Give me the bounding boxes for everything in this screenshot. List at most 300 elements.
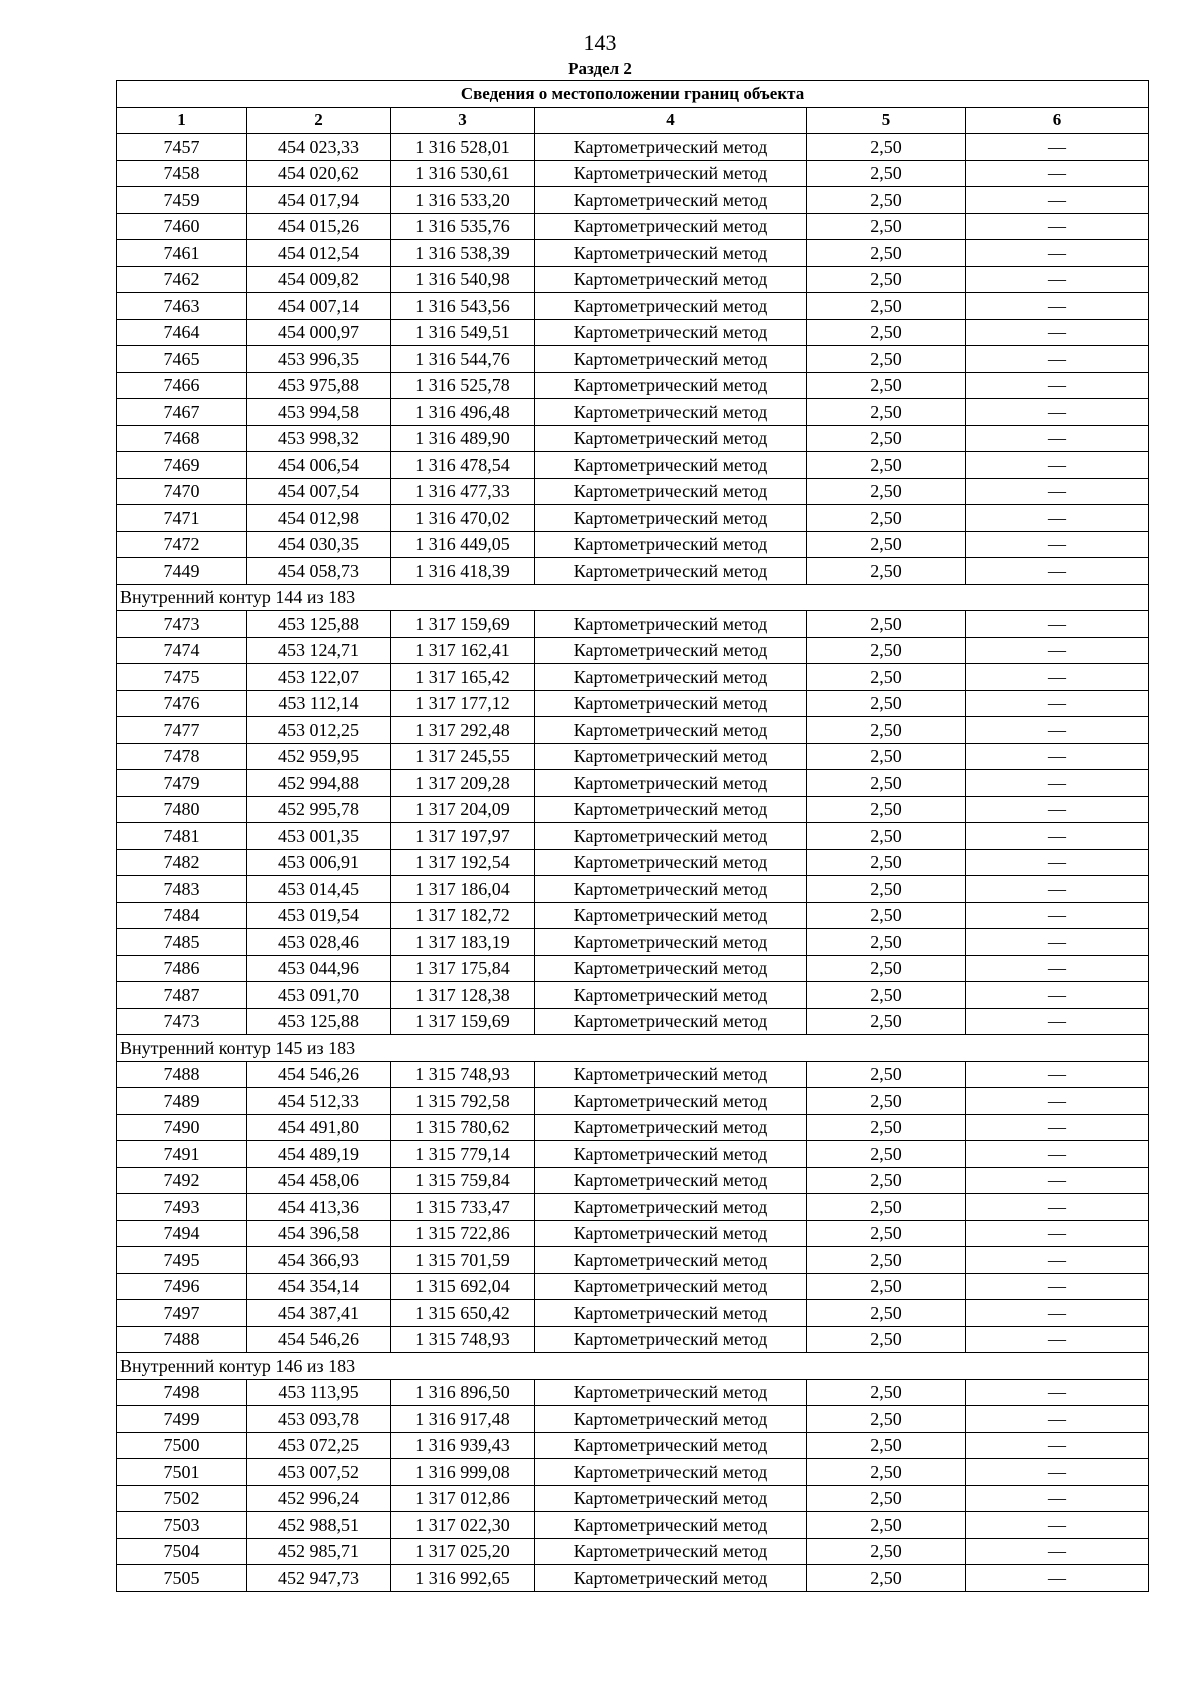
point-number-cell: 7473 [117,611,247,638]
table-row [117,1485,1149,1512]
table-header [117,81,1149,134]
method-cell: Картометрический метод [535,1061,807,1088]
method-cell: Картометрический метод [535,823,807,850]
description-cell: — [966,823,1149,850]
accuracy-cell: 2,50 [807,1061,966,1088]
method-cell: Картометрический метод [535,1008,807,1035]
method-cell: Картометрический метод [535,743,807,770]
y-coordinate-cell: 1 315 692,04 [391,1273,535,1300]
description-cell: — [966,346,1149,373]
accuracy-cell: 2,50 [807,955,966,982]
table-row [117,1008,1149,1035]
table-row [117,478,1149,505]
point-number-cell: 7463 [117,293,247,320]
y-coordinate-cell: 1 316 418,39 [391,558,535,585]
method-cell: Картометрический метод [535,1406,807,1433]
contour-row [117,1353,1149,1380]
table-row [117,1141,1149,1168]
method-cell: Картометрический метод [535,425,807,452]
y-coordinate-cell: 1 316 939,43 [391,1432,535,1459]
column-number-row [117,107,1149,134]
table-row [117,505,1149,532]
x-coordinate-cell: 454 396,58 [247,1220,391,1247]
x-coordinate-cell: 452 985,71 [247,1538,391,1565]
accuracy-cell: 2,50 [807,664,966,691]
description-cell: — [966,1326,1149,1353]
accuracy-cell: 2,50 [807,823,966,850]
description-cell: — [966,1061,1149,1088]
accuracy-cell: 2,50 [807,1538,966,1565]
method-cell: Картометрический метод [535,929,807,956]
table-row [117,1114,1149,1141]
accuracy-cell: 2,50 [807,558,966,585]
description-cell: — [966,1194,1149,1221]
table-row [117,1220,1149,1247]
y-coordinate-cell: 1 317 012,86 [391,1485,535,1512]
x-coordinate-cell: 454 512,33 [247,1088,391,1115]
y-coordinate-cell: 1 316 535,76 [391,213,535,240]
y-coordinate-cell: 1 317 197,97 [391,823,535,850]
table-row [117,876,1149,903]
accuracy-cell: 2,50 [807,1459,966,1486]
x-coordinate-cell: 453 072,25 [247,1432,391,1459]
x-coordinate-cell: 454 017,94 [247,187,391,214]
point-number-cell: 7487 [117,982,247,1009]
accuracy-cell: 2,50 [807,213,966,240]
description-cell: — [966,452,1149,479]
table-row [117,929,1149,956]
x-coordinate-cell: 454 015,26 [247,213,391,240]
description-cell: — [966,160,1149,187]
x-coordinate-cell: 454 020,62 [247,160,391,187]
table-row [117,399,1149,426]
point-number-cell: 7476 [117,690,247,717]
description-cell: — [966,1114,1149,1141]
accuracy-cell: 2,50 [807,690,966,717]
accuracy-cell: 2,50 [807,796,966,823]
y-coordinate-cell: 1 317 177,12 [391,690,535,717]
table-row [117,1088,1149,1115]
x-coordinate-cell: 454 012,54 [247,240,391,267]
accuracy-cell: 2,50 [807,425,966,452]
table-row [117,770,1149,797]
y-coordinate-cell: 1 316 533,20 [391,187,535,214]
contour-row [117,1035,1149,1062]
point-number-cell: 7495 [117,1247,247,1274]
table-row [117,717,1149,744]
y-coordinate-cell: 1 315 733,47 [391,1194,535,1221]
accuracy-cell: 2,50 [807,1114,966,1141]
table-row [117,1512,1149,1539]
description-cell: — [966,213,1149,240]
description-cell: — [966,902,1149,929]
page-number: 143 [583,30,617,55]
y-coordinate-cell: 1 316 896,50 [391,1379,535,1406]
table-row [117,1194,1149,1221]
table-row [117,293,1149,320]
point-number-cell: 7462 [117,266,247,293]
table-row [117,134,1149,161]
y-coordinate-cell: 1 317 183,19 [391,929,535,956]
description-cell: — [966,1538,1149,1565]
description-cell: — [966,929,1149,956]
table-row [117,849,1149,876]
point-number-cell: 7473 [117,1008,247,1035]
description-cell: — [966,425,1149,452]
x-coordinate-cell: 454 413,36 [247,1194,391,1221]
x-coordinate-cell: 453 122,07 [247,664,391,691]
description-cell: — [966,717,1149,744]
method-cell: Картометрический метод [535,770,807,797]
description-cell: — [966,1432,1149,1459]
method-cell: Картометрический метод [535,1088,807,1115]
y-coordinate-cell: 1 316 917,48 [391,1406,535,1433]
method-cell: Картометрический метод [535,1114,807,1141]
x-coordinate-cell: 454 012,98 [247,505,391,532]
point-number-cell: 7500 [117,1432,247,1459]
x-coordinate-cell: 453 012,25 [247,717,391,744]
boundary-coordinates-table [116,80,1149,1592]
accuracy-cell: 2,50 [807,505,966,532]
accuracy-cell: 2,50 [807,266,966,293]
y-coordinate-cell: 1 316 530,61 [391,160,535,187]
x-coordinate-cell: 453 996,35 [247,346,391,373]
point-number-cell: 7457 [117,134,247,161]
method-cell: Картометрический метод [535,1194,807,1221]
table-row [117,823,1149,850]
table-row [117,1565,1149,1592]
y-coordinate-cell: 1 317 022,30 [391,1512,535,1539]
y-coordinate-cell: 1 317 162,41 [391,637,535,664]
x-coordinate-cell: 453 113,95 [247,1379,391,1406]
x-coordinate-cell: 454 354,14 [247,1273,391,1300]
description-cell: — [966,876,1149,903]
x-coordinate-cell: 453 001,35 [247,823,391,850]
point-number-cell: 7482 [117,849,247,876]
column-header: 5 [807,107,966,134]
accuracy-cell: 2,50 [807,1379,966,1406]
table-row [117,796,1149,823]
description-cell: — [966,1512,1149,1539]
point-number-cell: 7478 [117,743,247,770]
x-coordinate-cell: 453 014,45 [247,876,391,903]
accuracy-cell: 2,50 [807,1141,966,1168]
table-row [117,743,1149,770]
x-coordinate-cell: 454 546,26 [247,1326,391,1353]
x-coordinate-cell: 454 058,73 [247,558,391,585]
method-cell: Картометрический метод [535,1432,807,1459]
table-row [117,1538,1149,1565]
y-coordinate-cell: 1 317 175,84 [391,955,535,982]
accuracy-cell: 2,50 [807,1485,966,1512]
description-cell: — [966,796,1149,823]
accuracy-cell: 2,50 [807,293,966,320]
x-coordinate-cell: 454 007,54 [247,478,391,505]
point-number-cell: 7464 [117,319,247,346]
table-row [117,982,1149,1009]
x-coordinate-cell: 454 030,35 [247,531,391,558]
table-row [117,1406,1149,1433]
description-cell: — [966,372,1149,399]
method-cell: Картометрический метод [535,134,807,161]
method-cell: Картометрический метод [535,558,807,585]
x-coordinate-cell: 453 006,91 [247,849,391,876]
accuracy-cell: 2,50 [807,982,966,1009]
point-number-cell: 7471 [117,505,247,532]
method-cell: Картометрический метод [535,1167,807,1194]
method-cell: Картометрический метод [535,1273,807,1300]
y-coordinate-cell: 1 317 159,69 [391,1008,535,1035]
table-row [117,611,1149,638]
accuracy-cell: 2,50 [807,1432,966,1459]
point-number-cell: 7465 [117,346,247,373]
x-coordinate-cell: 453 007,52 [247,1459,391,1486]
description-cell: — [966,637,1149,664]
y-coordinate-cell: 1 315 759,84 [391,1167,535,1194]
point-number-cell: 7467 [117,399,247,426]
point-number-cell: 7466 [117,372,247,399]
description-cell: — [966,849,1149,876]
table-row [117,160,1149,187]
accuracy-cell: 2,50 [807,611,966,638]
point-number-cell: 7481 [117,823,247,850]
accuracy-cell: 2,50 [807,902,966,929]
table-row [117,558,1149,585]
table-row [117,372,1149,399]
y-coordinate-cell: 1 316 543,56 [391,293,535,320]
accuracy-cell: 2,50 [807,160,966,187]
method-cell: Картометрический метод [535,187,807,214]
accuracy-cell: 2,50 [807,346,966,373]
description-cell: — [966,1167,1149,1194]
x-coordinate-cell: 453 975,88 [247,372,391,399]
method-cell: Картометрический метод [535,505,807,532]
y-coordinate-cell: 1 316 538,39 [391,240,535,267]
description-cell: — [966,1406,1149,1433]
method-cell: Картометрический метод [535,266,807,293]
description-cell: — [966,770,1149,797]
y-coordinate-cell: 1 315 748,93 [391,1326,535,1353]
accuracy-cell: 2,50 [807,1565,966,1592]
accuracy-cell: 2,50 [807,717,966,744]
table-row [117,1379,1149,1406]
x-coordinate-cell: 454 006,54 [247,452,391,479]
table-row [117,266,1149,293]
contour-row [117,584,1149,611]
point-number-cell: 7491 [117,1141,247,1168]
method-cell: Картометрический метод [535,955,807,982]
y-coordinate-cell: 1 315 650,42 [391,1300,535,1327]
method-cell: Картометрический метод [535,293,807,320]
column-header: 6 [966,107,1149,134]
point-number-cell: 7499 [117,1406,247,1433]
x-coordinate-cell: 454 387,41 [247,1300,391,1327]
point-number-cell: 7475 [117,664,247,691]
point-number-cell: 7497 [117,1300,247,1327]
table-row [117,1167,1149,1194]
table-caption: Сведения о местоположении границ объекта [117,81,1149,108]
method-cell: Картометрический метод [535,1512,807,1539]
y-coordinate-cell: 1 316 489,90 [391,425,535,452]
table-row [117,664,1149,691]
accuracy-cell: 2,50 [807,1088,966,1115]
y-coordinate-cell: 1 316 999,08 [391,1459,535,1486]
table-row [117,1432,1149,1459]
x-coordinate-cell: 454 491,80 [247,1114,391,1141]
description-cell: — [966,505,1149,532]
method-cell: Картометрический метод [535,319,807,346]
table-row [117,955,1149,982]
point-number-cell: 7461 [117,240,247,267]
method-cell: Картометрический метод [535,637,807,664]
accuracy-cell: 2,50 [807,1220,966,1247]
description-cell: — [966,319,1149,346]
column-header: 4 [535,107,807,134]
method-cell: Картометрический метод [535,452,807,479]
table-caption-row [117,81,1149,108]
x-coordinate-cell: 453 994,58 [247,399,391,426]
method-cell: Картометрический метод [535,1247,807,1274]
point-number-cell: 7485 [117,929,247,956]
y-coordinate-cell: 1 316 528,01 [391,134,535,161]
accuracy-cell: 2,50 [807,187,966,214]
x-coordinate-cell: 454 000,97 [247,319,391,346]
point-number-cell: 7468 [117,425,247,452]
y-coordinate-cell: 1 316 992,65 [391,1565,535,1592]
y-coordinate-cell: 1 316 525,78 [391,372,535,399]
table-row [117,1061,1149,1088]
point-number-cell: 7449 [117,558,247,585]
column-header: 2 [247,107,391,134]
x-coordinate-cell: 454 546,26 [247,1061,391,1088]
table-row [117,1247,1149,1274]
description-cell: — [966,1088,1149,1115]
point-number-cell: 7480 [117,796,247,823]
point-number-cell: 7458 [117,160,247,187]
method-cell: Картометрический метод [535,902,807,929]
description-cell: — [966,187,1149,214]
method-cell: Картометрический метод [535,399,807,426]
x-coordinate-cell: 454 007,14 [247,293,391,320]
description-cell: — [966,1247,1149,1274]
point-number-cell: 7460 [117,213,247,240]
method-cell: Картометрический метод [535,1538,807,1565]
table-row [117,531,1149,558]
x-coordinate-cell: 453 093,78 [247,1406,391,1433]
point-number-cell: 7504 [117,1538,247,1565]
description-cell: — [966,1220,1149,1247]
table-row [117,213,1149,240]
table-row [117,902,1149,929]
x-coordinate-cell: 452 988,51 [247,1512,391,1539]
point-number-cell: 7474 [117,637,247,664]
accuracy-cell: 2,50 [807,1194,966,1221]
description-cell: — [966,611,1149,638]
point-number-cell: 7494 [117,1220,247,1247]
description-cell: — [966,1485,1149,1512]
point-number-cell: 7488 [117,1326,247,1353]
method-cell: Картометрический метод [535,213,807,240]
description-cell: — [966,399,1149,426]
y-coordinate-cell: 1 317 204,09 [391,796,535,823]
description-cell: — [966,558,1149,585]
table-body [117,134,1149,1592]
x-coordinate-cell: 452 959,95 [247,743,391,770]
method-cell: Картометрический метод [535,1565,807,1592]
x-coordinate-cell: 454 366,93 [247,1247,391,1274]
description-cell: — [966,293,1149,320]
description-cell: — [966,134,1149,161]
y-coordinate-cell: 1 317 025,20 [391,1538,535,1565]
x-coordinate-cell: 453 112,14 [247,690,391,717]
method-cell: Картометрический метод [535,240,807,267]
y-coordinate-cell: 1 316 544,76 [391,346,535,373]
accuracy-cell: 2,50 [807,1273,966,1300]
table-row [117,637,1149,664]
accuracy-cell: 2,50 [807,929,966,956]
point-number-cell: 7505 [117,1565,247,1592]
y-coordinate-cell: 1 316 496,48 [391,399,535,426]
accuracy-cell: 2,50 [807,452,966,479]
table-row [117,346,1149,373]
description-cell: — [966,1379,1149,1406]
section-title: Раздел 2 [568,59,632,78]
description-cell: — [966,664,1149,691]
accuracy-cell: 2,50 [807,1512,966,1539]
x-coordinate-cell: 454 489,19 [247,1141,391,1168]
accuracy-cell: 2,50 [807,134,966,161]
table-row [117,425,1149,452]
accuracy-cell: 2,50 [807,1326,966,1353]
method-cell: Картометрический метод [535,982,807,1009]
table-row [117,1459,1149,1486]
point-number-cell: 7486 [117,955,247,982]
method-cell: Картометрический метод [535,372,807,399]
method-cell: Картометрический метод [535,1326,807,1353]
method-cell: Картометрический метод [535,690,807,717]
accuracy-cell: 2,50 [807,1008,966,1035]
method-cell: Картометрический метод [535,1220,807,1247]
y-coordinate-cell: 1 315 780,62 [391,1114,535,1141]
y-coordinate-cell: 1 317 182,72 [391,902,535,929]
y-coordinate-cell: 1 316 549,51 [391,319,535,346]
description-cell: — [966,1565,1149,1592]
y-coordinate-cell: 1 315 792,58 [391,1088,535,1115]
point-number-cell: 7488 [117,1061,247,1088]
accuracy-cell: 2,50 [807,1167,966,1194]
x-coordinate-cell: 452 995,78 [247,796,391,823]
table-row [117,452,1149,479]
x-coordinate-cell: 453 028,46 [247,929,391,956]
column-header: 1 [117,107,247,134]
method-cell: Картометрический метод [535,346,807,373]
y-coordinate-cell: 1 315 701,59 [391,1247,535,1274]
point-number-cell: 7496 [117,1273,247,1300]
point-number-cell: 7503 [117,1512,247,1539]
y-coordinate-cell: 1 315 722,86 [391,1220,535,1247]
x-coordinate-cell: 453 124,71 [247,637,391,664]
y-coordinate-cell: 1 315 779,14 [391,1141,535,1168]
y-coordinate-cell: 1 316 540,98 [391,266,535,293]
point-number-cell: 7484 [117,902,247,929]
description-cell: — [966,1459,1149,1486]
y-coordinate-cell: 1 317 165,42 [391,664,535,691]
y-coordinate-cell: 1 316 449,05 [391,531,535,558]
y-coordinate-cell: 1 315 748,93 [391,1061,535,1088]
y-coordinate-cell: 1 317 159,69 [391,611,535,638]
table-row [117,319,1149,346]
accuracy-cell: 2,50 [807,1406,966,1433]
